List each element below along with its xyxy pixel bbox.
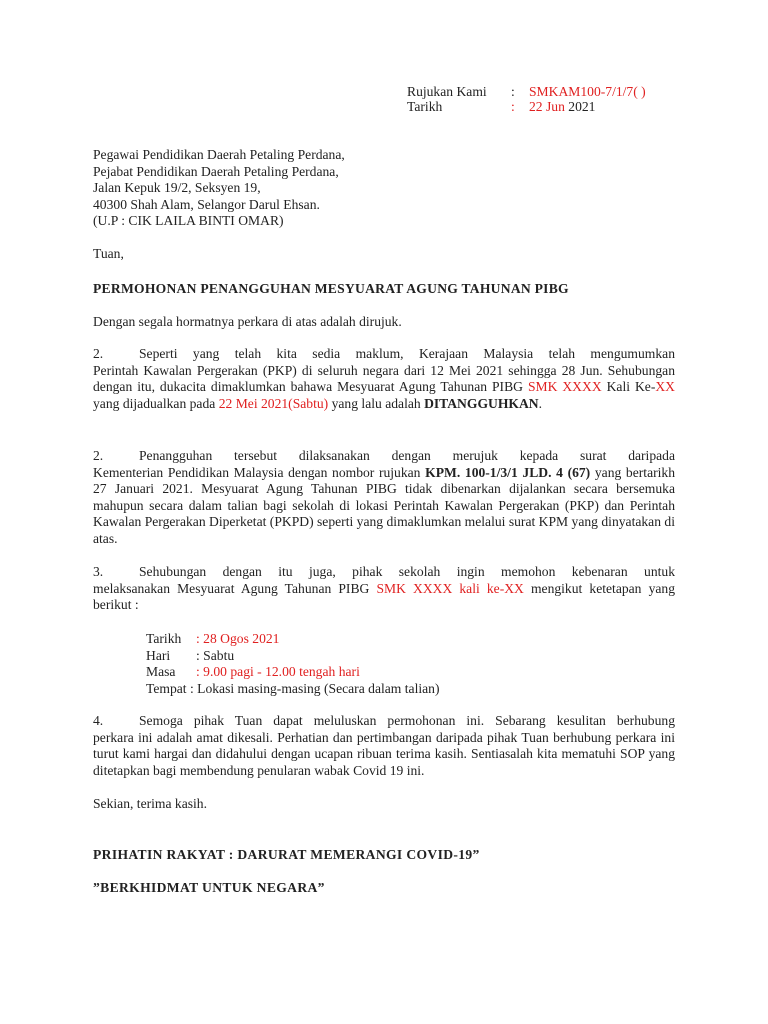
paragraph-text: melaksanakan Mesyuarat Agung Tahunan PIBG [93,580,377,596]
paragraph-text: Kali Ke- [601,379,656,395]
address-attention: (U.P : CIK LAILA BINTI OMAR) [93,213,284,229]
address-line: Jalan Kepuk 19/2, Seksyen 19, [93,180,261,196]
paragraph-lead-text: Sehubungan dengan itu juga, pihak sekolah ingin memohon kebenaran untuk [139,564,675,579]
recipient-address [93,147,345,230]
paragraph-lead [93,448,675,465]
paragraph-number: 2. [93,448,104,463]
intro-sentence: Dengan segala hormatnya perkara di atas adalah dirujuk. [93,314,402,329]
date-year: 2021 [564,99,596,114]
paragraph-text: yang lalu adalah [328,395,425,411]
date-value [529,99,595,114]
paragraph-5 [93,713,675,779]
paragraph-lead-text: Penangguhan tersebut dilaksanakan dengan merujuk kepada surat daripada [139,448,675,463]
detail-label: Tarikh [146,631,182,646]
address-line: Pegawai Pendidikan Daerah Petaling Perdana, [93,147,345,162]
paragraph-lead-text: Seperti yang telah kita sedia maklum, Kerajaan Malaysia telah mengumumkan [139,346,675,361]
meeting-date: 22 Mei 2021(Sabtu) [218,395,329,411]
meeting-number: XX [655,379,675,395]
date-colon: : [511,99,515,114]
status-text: DITANGGUHKAN [424,395,539,411]
paragraph-text: perkara ini adalah amat dikesali. Perhatian dan pertimbangan daripada pihak Tuan berhubung perkara ini turut kami hargai dan didahului dengan ucapan ribuan terima kasih. Sentiasalah kita mematuhi SOP yang ditetapkan bagi membendung penularan wabak Covid 19 ini. [93,729,675,778]
salutation: Tuan, [93,246,124,261]
detail-label: Masa [146,664,176,680]
paragraph-text: Kementerian Pendidikan Malaysia dengan nombor rujukan [93,464,426,480]
paragraph-text: Perintah Kawalan Pergerakan (PKP) di seluruh negara dari 12 Mei 2021 sehingga 28 Jun. Sehubungan dengan itu, dukacita dimaklumkan bahawa Mesyuarat Agung Tahunan PIBG [93,362,675,395]
reference-value: SMKAM100-7/1/7( ) [529,84,646,99]
paragraph-lead [93,713,675,730]
closing: Sekian, terima kasih. [93,796,208,811]
paragraph-2 [93,346,675,412]
paragraph-lead-text: Semoga pihak Tuan dapat meluluskan permohonan ini. Sebarang kesulitan berhubung [139,713,675,728]
paragraph-number: 2. [93,346,104,361]
reference-label: Rujukan Kami [407,84,487,99]
paragraph-3 [93,448,675,548]
paragraph-4 [93,564,675,614]
address-line: 40300 Shah Alam, Selangor Darul Ehsan. [93,196,320,212]
paragraph-lead [93,564,675,581]
paragraph-text: yang dijadualkan pada [93,395,219,411]
school-name: SMK XXXX kali ke-XX [376,580,524,596]
detail-value: : 9.00 pagi - 12.00 tengah hari [196,664,360,680]
paragraph-lead [93,346,675,363]
school-name: SMK XXXX [527,379,602,395]
date-day-month: 22 Jun [529,99,565,114]
detail-value: : Sabtu [196,647,235,663]
paragraph-number: 4. [93,713,104,728]
reference-colon: : [511,84,515,99]
address-line: Pejabat Pendidikan Daerah Petaling Perdana, [93,163,339,179]
letter-subject: PERMOHONAN PENANGGUHAN MESYUARAT AGUNG TAHUNAN PIBG [93,281,569,296]
kpm-reference: KPM. 100-1/3/1 JLD. 4 (67) [425,464,591,480]
motto-line: ”BERKHIDMAT UNTUK NEGARA” [93,880,325,895]
date-label: Tarikh [407,99,443,114]
motto-line: PRIHATIN RAKYAT : DARURAT MEMERANGI COVID-19” [93,847,480,862]
detail-place: Tempat : Lokasi masing-masing (Secara dalam talian) [146,680,440,696]
detail-label: Hari [146,647,171,663]
detail-value: : 28 Ogos 2021 [196,631,280,646]
paragraph-text: mengikut ketetapan yang berikut : [93,580,676,613]
paragraph-text: yang bertarikh 27 Januari 2021. Mesyuarat Agung Tahunan PIBG tidak dibenarkan dijalankan secara bersemuka mahupun secara dalam talian bagi sekolah di lokasi Perintah Kawalan Pergerakan (PKP) dan Perintah Kawalan Pergerakan Diperketat (PKPD) seperti yang dimaklumkan melalui surat KPM yang dinyatakan di atas. [93,464,675,546]
paragraph-text: . [538,395,543,411]
paragraph-number: 3. [93,564,104,579]
